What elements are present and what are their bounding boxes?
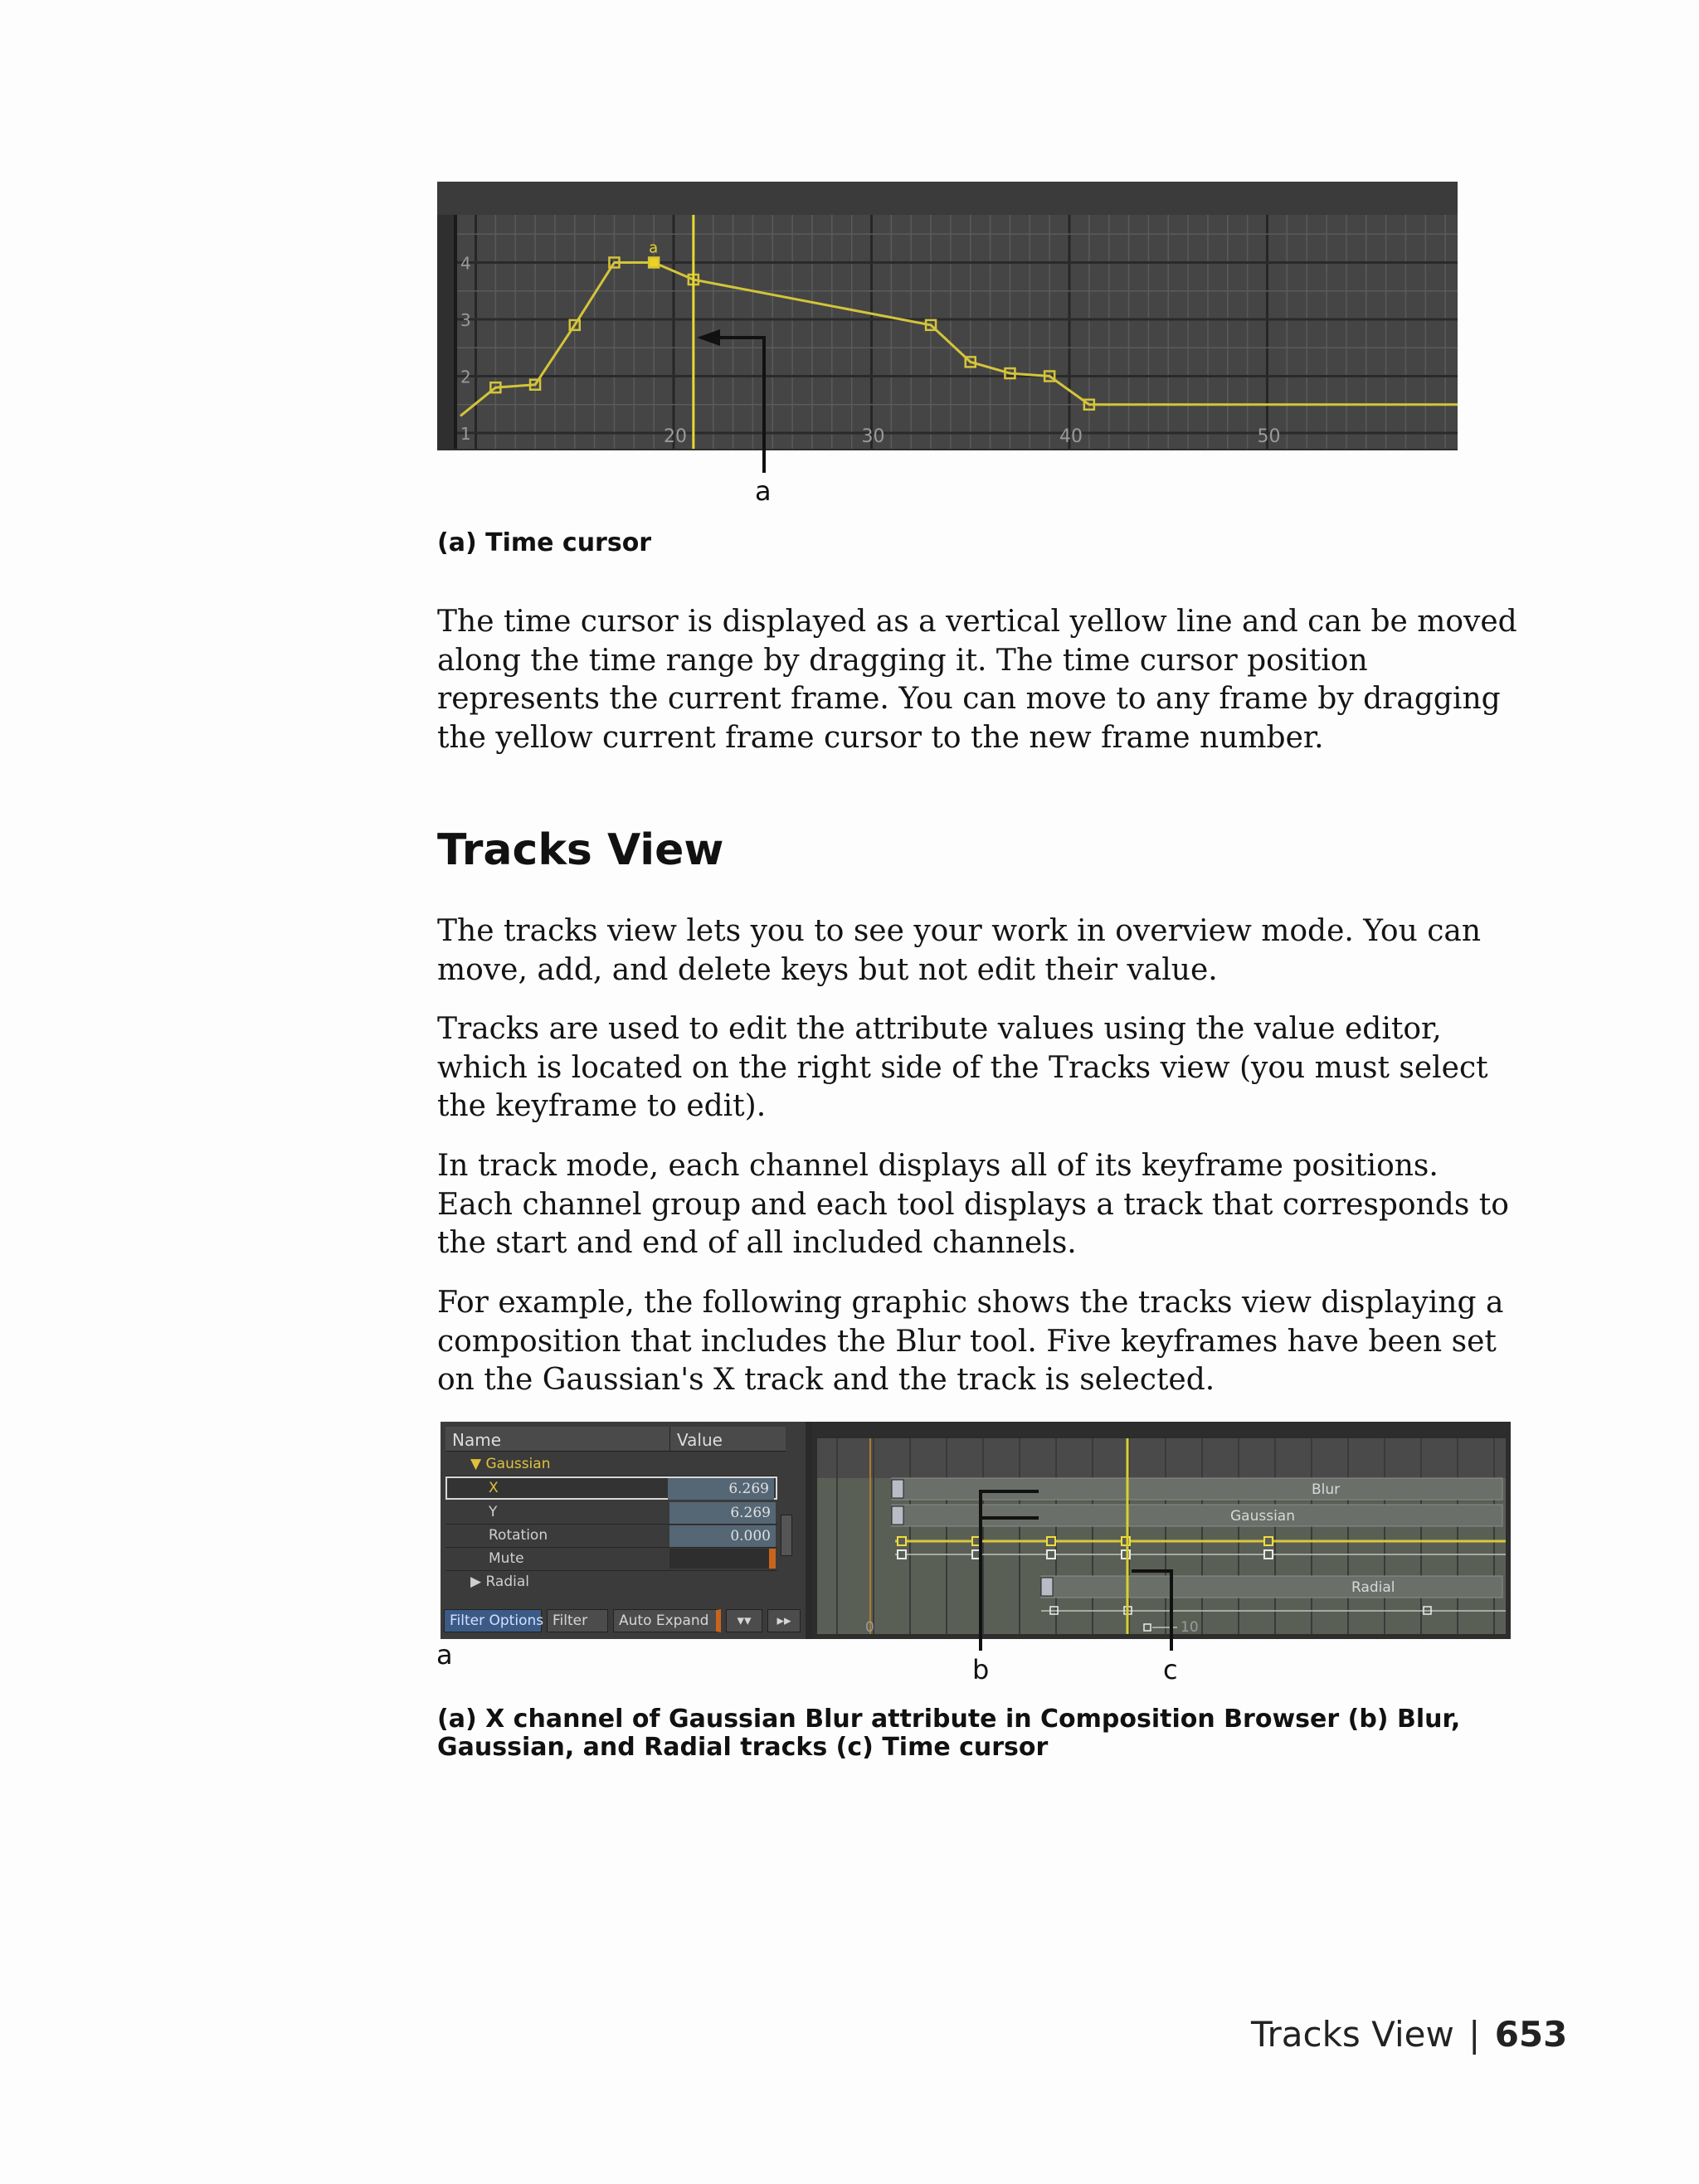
figure-caption: (a) X channel of Gaussian Blur attribute in Composition Browser (b) Blur, Gaussian, and Radial tracks (c) Time cursor xyxy=(437,1705,1461,1762)
filter-options-button[interactable]: Filter Options xyxy=(444,1609,542,1632)
track-keyframe[interactable] xyxy=(898,1537,906,1545)
tree-group-radial[interactable] xyxy=(445,1571,777,1594)
callout-label-a: a xyxy=(436,1639,453,1671)
scrollbar-handle[interactable] xyxy=(781,1515,792,1556)
y-tick-label: 1 xyxy=(460,424,471,444)
tree-row-rotation[interactable] xyxy=(445,1525,777,1548)
footer-section-title: Tracks View xyxy=(1251,2014,1454,2055)
column-header-value[interactable]: Value xyxy=(669,1427,786,1452)
section-heading: Tracks View xyxy=(437,825,724,875)
menu-dropdown-button[interactable]: ▾▾ xyxy=(726,1609,762,1632)
filter-button[interactable]: Filter xyxy=(547,1609,608,1632)
auto-expand-button[interactable]: Auto Expand xyxy=(613,1609,721,1632)
expand-menu-button[interactable]: ▸▸ xyxy=(767,1609,801,1632)
paragraph: The tracks view lets you to see your work in overview mode. You can move, add, and delete keys but not edit their value. xyxy=(437,914,1482,987)
channel-name: Y xyxy=(489,1504,498,1520)
track-keyframe[interactable] xyxy=(1264,1537,1273,1545)
y-tick-label: 2 xyxy=(460,367,471,387)
paragraph: For example, the following graphic shows the tracks view displaying a composition that includes the Blur tool. Five keyframes have been set on the Gaussian's X track and the track is selected. xyxy=(437,1286,1504,1397)
channel-value-field[interactable]: 0.000 xyxy=(669,1525,776,1547)
channel-value-field[interactable]: 6.269 xyxy=(669,1502,776,1524)
track-keyframe[interactable] xyxy=(1264,1550,1273,1559)
paragraph: In track mode, each channel displays all of its keyframe positions. Each channel group and each tool displays a track that corresponds to the start and end of all included channels. xyxy=(437,1149,1509,1260)
track-keyframe[interactable] xyxy=(1047,1537,1055,1545)
channel-name: Rotation xyxy=(489,1527,548,1544)
curve-editor-screenshot xyxy=(437,182,1458,450)
x-tick-label: 20 xyxy=(664,426,687,447)
x-tick-label: 40 xyxy=(1059,426,1083,447)
callout-bracket-c xyxy=(1128,1564,1178,1657)
callout-bracket-b xyxy=(971,1485,1045,1659)
callout-label-b: b xyxy=(972,1654,990,1685)
callout-arrow-a xyxy=(689,328,780,477)
page-number: 653 xyxy=(1494,2014,1568,2055)
x-tick-label: 30 xyxy=(861,426,885,447)
mute-indicator xyxy=(769,1549,776,1569)
tree-group-label: ▶ Radial xyxy=(470,1574,529,1590)
tree-row-mute[interactable] xyxy=(445,1548,777,1571)
composition-browser xyxy=(441,1422,812,1639)
x-tick-label: 50 xyxy=(1257,426,1281,447)
track-keyframe[interactable] xyxy=(1047,1550,1055,1559)
tree-row-x-selected[interactable] xyxy=(445,1476,777,1500)
mute-toggle-field[interactable] xyxy=(669,1549,776,1569)
callout-label-a: a xyxy=(755,475,772,507)
callout-label-c: c xyxy=(1163,1654,1178,1685)
footer-separator: | xyxy=(1468,2014,1481,2055)
paragraph: The time cursor is displayed as a vertical yellow line and can be moved along the time range by dragging it. The time cursor position represents the current frame. You can move to any frame by dragging the yellow current frame cursor to the new frame number. xyxy=(437,605,1517,755)
track-label-blur: Blur xyxy=(1312,1481,1341,1498)
channel-name: X xyxy=(489,1480,499,1496)
tree-group-gaussian[interactable] xyxy=(445,1453,777,1476)
track-keyframe[interactable] xyxy=(898,1550,906,1559)
y-tick-label: 4 xyxy=(460,253,471,274)
tree-row-y[interactable] xyxy=(445,1501,777,1525)
tree-group-label: ▼ Gaussian xyxy=(470,1456,551,1472)
paragraph: Tracks are used to edit the attribute values using the value editor, which is located on the right side of the Tracks view (you must select the keyframe to edit). xyxy=(437,1012,1488,1123)
figure-caption: (a) Time cursor xyxy=(437,528,652,557)
y-tick-label: 3 xyxy=(460,310,471,330)
track-label-gaussian: Gaussian xyxy=(1230,1508,1295,1525)
frame-tick-label: 0 xyxy=(865,1619,874,1636)
keyframe-label: a xyxy=(649,239,659,257)
channel-name: Mute xyxy=(489,1550,524,1567)
page-footer xyxy=(1251,2014,1567,2055)
channel-value-field[interactable]: 6.269 xyxy=(668,1478,774,1500)
frame-tick-label: 10 xyxy=(1181,1619,1199,1636)
curve-editor-graph xyxy=(437,182,1458,450)
track-label-radial: Radial xyxy=(1351,1579,1395,1596)
selected-keyframe xyxy=(649,258,659,268)
column-header-name[interactable]: Name xyxy=(445,1427,669,1452)
